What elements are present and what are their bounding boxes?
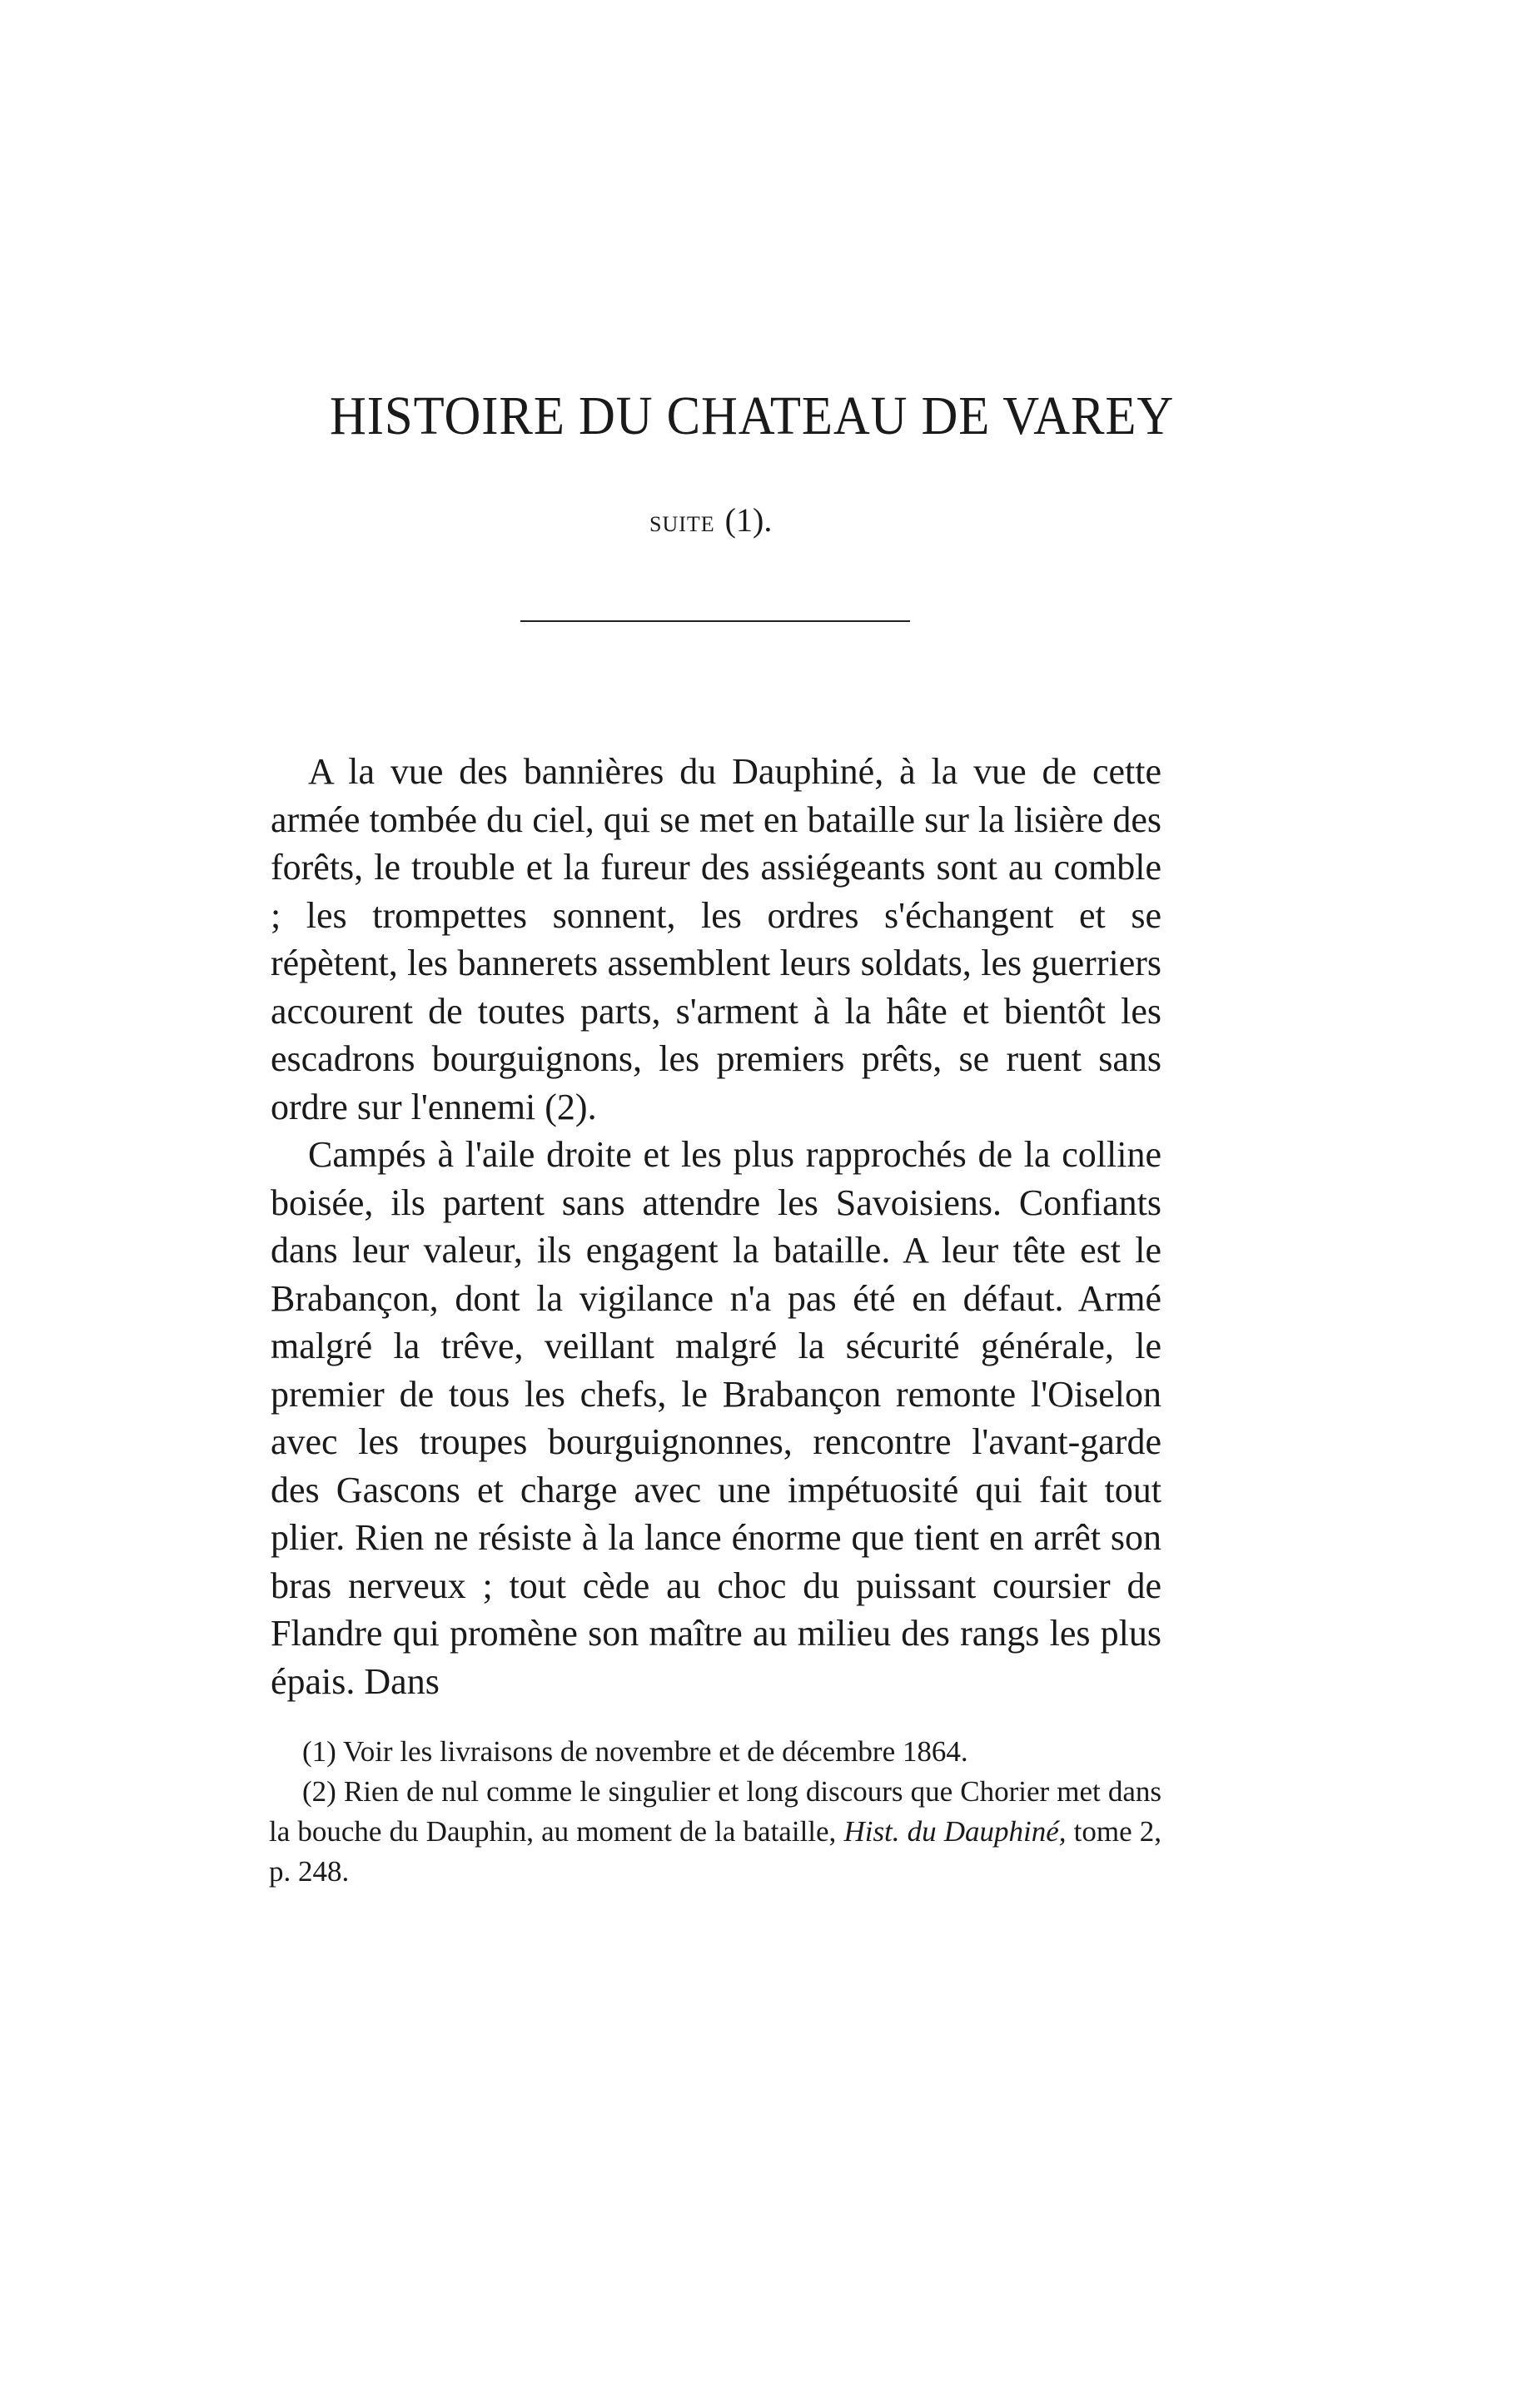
paragraph-1: A la vue des bannières du Dauphiné, à la vue de cette armée tombée du ciel, qui se met en bataille sur la lisière des forêts, le trouble et la fureur des assiégeants sont au comble ; les trompettes sonnent, les ordres s'échangent et se répètent, les bannerets assemblent leurs soldats, les guerriers accourent de toutes parts, s'arment à la hâte et bientôt les escadrons bourguignons, les premiers prêts, se ruent sans ordre sur l'ennemi (2). xyxy=(271,751,1161,1127)
footnote-ref: (1) xyxy=(302,1735,336,1768)
footnote-text: Voir les livraisons de novembre et de décembre 1864. xyxy=(342,1735,968,1768)
page-subtitle xyxy=(649,500,772,545)
body-text xyxy=(271,748,1161,1705)
footnote-ref: (2) xyxy=(302,1775,336,1808)
footnote-tail: tome 2, p. 248. xyxy=(269,1815,1162,1888)
subtitle-word: SUITE xyxy=(649,512,715,536)
footnote-citation: Hist. du Dauphiné, xyxy=(843,1815,1067,1848)
footnote-text: Rien de nul comme le singulier et long discours que Chorier met dans la bouche du Dauphin, au moment de la bataille, xyxy=(269,1775,1161,1848)
title-divider xyxy=(520,620,910,622)
footnote-2 xyxy=(269,1772,1161,1892)
subtitle-footnote-ref: (1). xyxy=(724,501,773,539)
page-title: HISTOIRE DU CHATEAU DE VAREY xyxy=(330,386,1175,446)
footnotes xyxy=(269,1732,1161,1892)
paragraph-2: Campés à l'aile droite et les plus rapprochés de la colline boisée, ils partent sans attendre les Savoisiens. Confiants dans leur valeur, ils engagent la bataille. A leur tête est le Brabançon, dont la vigilance n'a pas été en défaut. Armé malgré la trêve, veillant malgré la sécurité générale, le premier de tous les chefs, le Brabançon remonte l'Oiselon avec les troupes bourguignonnes, rencontre l'avant-garde des Gascons et charge avec une impétuosité qui fait tout plier. Rien ne résiste à la lance énorme que tient en arrêt son bras nerveux ; tout cède au choc du puissant coursier de Flandre qui promène son maître au milieu des rangs les plus épais. Dans xyxy=(271,1134,1161,1702)
footnote-1 xyxy=(269,1732,1161,1772)
